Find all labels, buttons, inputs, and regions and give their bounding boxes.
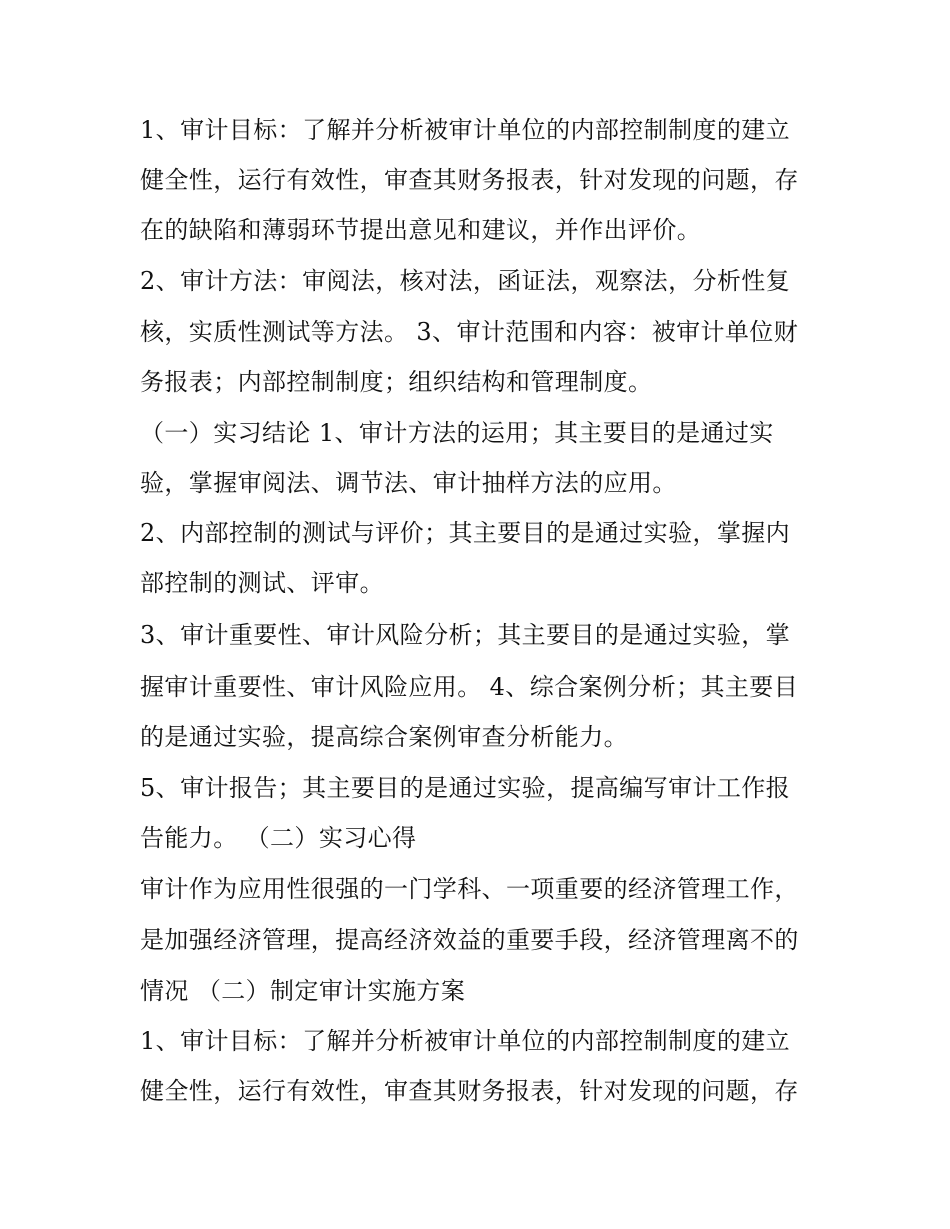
text-line: 的是通过实验，提高综合案例审查分析能力。 (140, 723, 628, 751)
text-line: 握审计重要性、审计风险应用。 4、综合案例分析；其主要目 (140, 673, 799, 701)
text-line: 务报表；内部控制制度；组织结构和管理制度。 (140, 368, 653, 396)
text-line: 2、审计方法：审阅法，核对法，函证法，观察法，分析性复 (140, 267, 791, 295)
text-line: 情况 （二）制定审计实施方案 (140, 977, 466, 1005)
text-line: 1、审计目标：了解并分析被审计单位的内部控制制度的建立 (140, 1027, 791, 1055)
text-line: 在的缺陷和薄弱环节提出意见和建议，并作出评价。 (140, 216, 702, 244)
text-line: 是加强经济管理，提高经济效益的重要手段，经济管理离不的 (140, 926, 799, 954)
text-line: 3、审计重要性、审计风险分析；其主要目的是通过实验，掌 (140, 621, 791, 649)
text-line: 部控制的测试、评审。 (140, 569, 384, 597)
text-line: 核，实质性测试等方法。 3、审计范围和内容：被审计单位财 (140, 318, 799, 346)
text-line: 审计作为应用性很强的一门学科、一项重要的经济管理工作， (140, 875, 799, 903)
text-line: 验，掌握审阅法、调节法、审计抽样方法的应用。 (140, 469, 677, 497)
text-line: 健全性，运行有效性，审查其财务报表，针对发现的问题，存 (140, 166, 799, 194)
text-line: 1、审计目标：了解并分析被审计单位的内部控制制度的建立 (140, 116, 791, 144)
text-line: 告能力。 （二）实习心得 (140, 824, 417, 852)
text-line: 5、审计报告；其主要目的是通过实验，提高编写审计工作报 (140, 774, 791, 802)
text-line: （一）实习结论 1、审计方法的运用；其主要目的是通过实 (140, 419, 774, 447)
text-line: 健全性，运行有效性，审查其财务报表，针对发现的问题，存 (140, 1077, 799, 1105)
text-line: 2、内部控制的测试与评价；其主要目的是通过实验，掌握内 (140, 519, 791, 547)
